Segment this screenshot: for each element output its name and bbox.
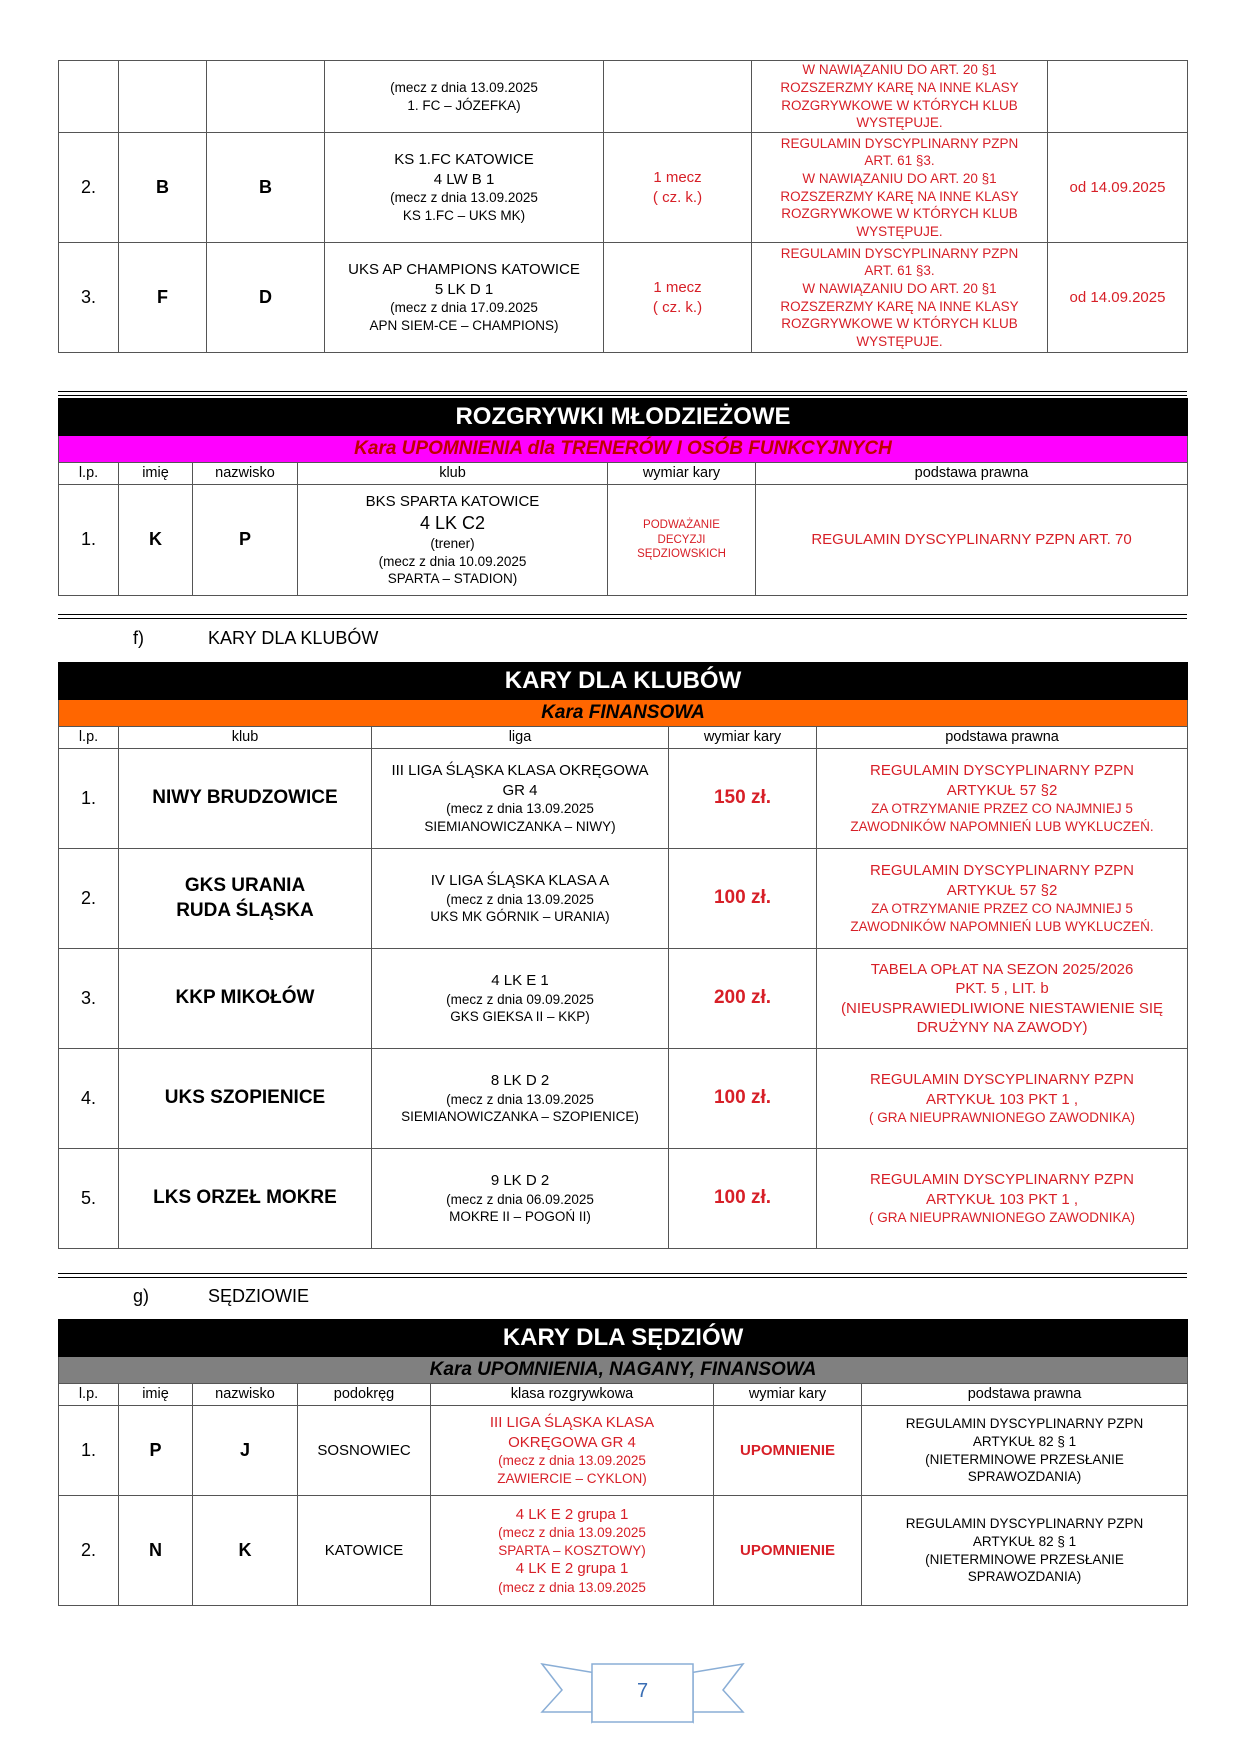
kwota-cell: 200 zł. bbox=[669, 949, 817, 1049]
liga-cell-line: (mecz z dnia 06.09.2025 bbox=[446, 1191, 594, 1207]
podstawa-cell bbox=[817, 949, 1188, 1049]
liga-cell-line: (mecz z dnia 13.09.2025 bbox=[446, 891, 594, 907]
clubs-title: KARY DLA KLUBÓW bbox=[59, 663, 1188, 700]
podstawa-cell-line: ZA OTRZYMANIE PRZEZ CO NAJMNIEJ 5 bbox=[871, 901, 1133, 917]
klub-cell-line: LKS ORZEŁ MOKRE bbox=[153, 1187, 337, 1209]
klub-cell-line: 4 LW B 1 bbox=[433, 170, 495, 188]
youth-table bbox=[58, 398, 1188, 596]
podstawa-cell-line: ARTYKUŁ 103 PKT 1 , bbox=[926, 1190, 1079, 1208]
column-header: nazwisko bbox=[193, 1384, 298, 1406]
table-row bbox=[59, 61, 1188, 133]
nazwisko-cell: B bbox=[207, 133, 325, 243]
nazwisko-cell: P bbox=[193, 485, 298, 596]
section-f-label: KARY DLA KLUBÓW bbox=[208, 628, 379, 648]
lp-cell: 5. bbox=[59, 1149, 119, 1249]
youth-title: ROZGRYWKI MŁODZIEŻOWE bbox=[59, 399, 1188, 436]
podstawa-cell-line: ZAWODNIKÓW NAPOMNIEŃ LUB WYKLUCZEŃ. bbox=[850, 919, 1154, 934]
podstawa-cell-line: REGULAMIN DYSCYPLINARNY PZPN bbox=[780, 245, 1019, 261]
table-row bbox=[59, 1149, 1188, 1249]
kwota-cell: 100 zł. bbox=[669, 1049, 817, 1149]
liga-cell bbox=[372, 1149, 669, 1249]
liga-cell-line: 8 LK D 2 bbox=[490, 1072, 550, 1090]
podstawa-cell-line: REGULAMIN DYSCYPLINARNY PZPN bbox=[870, 862, 1134, 880]
klasa-cell bbox=[431, 1496, 714, 1606]
podstawa-cell-line: WYSTĘPUJE. bbox=[856, 333, 943, 349]
top-penalties-table bbox=[58, 60, 1188, 353]
liga-cell-line: (mecz z dnia 13.09.2025 bbox=[446, 801, 594, 817]
klasa-line: ZAWIERCIE – CYKLON) bbox=[497, 1471, 647, 1486]
wymiar-cell-line: 1 mecz bbox=[653, 279, 702, 296]
podstawa-cell bbox=[817, 749, 1188, 849]
podstawa-cell bbox=[862, 1496, 1188, 1606]
table-row bbox=[59, 849, 1188, 949]
clubs-subtitle: Kara FINANSOWA bbox=[59, 700, 1188, 727]
column-header: l.p. bbox=[59, 1384, 119, 1406]
liga-cell-line: (mecz z dnia 13.09.2025 bbox=[446, 1091, 594, 1107]
podstawa-cell bbox=[817, 849, 1188, 949]
column-header: klub bbox=[298, 463, 608, 485]
lp-cell bbox=[59, 61, 119, 133]
podstawa-cell-line: ART. 61 §3. bbox=[864, 153, 935, 169]
page-number: 7 bbox=[636, 1680, 649, 1702]
podstawa-cell-line: ARTYKUŁ 57 §2 bbox=[946, 781, 1058, 799]
column-header: imię bbox=[119, 463, 193, 485]
lp-cell: 1. bbox=[59, 485, 119, 596]
klub-cell bbox=[119, 749, 372, 849]
lp-cell: 1. bbox=[59, 749, 119, 849]
klasa-line: III LIGA ŚLĄSKA KLASA bbox=[489, 1414, 655, 1432]
klub-cell-line: GKS URANIA bbox=[184, 874, 306, 896]
lp-cell: 2. bbox=[59, 849, 119, 949]
klub-cell bbox=[119, 1149, 372, 1249]
podstawa-cell-line: ARTYKUŁ 82 § 1 bbox=[972, 1533, 1077, 1549]
klasa-cell bbox=[431, 1406, 714, 1496]
podstawa-cell-line: W NAWIĄZANIU DO ART. 20 §1 bbox=[802, 170, 997, 186]
imie-cell: N bbox=[119, 1496, 193, 1606]
wymiar-cell: UPOMNIENIE bbox=[714, 1496, 862, 1606]
lp-cell: 4. bbox=[59, 1049, 119, 1149]
imie-cell: B bbox=[119, 133, 207, 243]
liga-cell-line: IV LIGA ŚLĄSKA KLASA A bbox=[430, 872, 610, 890]
page-number-ribbon bbox=[540, 1660, 745, 1726]
klasa-line: (mecz z dnia 13.09.2025 bbox=[498, 1525, 646, 1541]
klub-cell-line: (trener) bbox=[430, 536, 475, 552]
klub-cell-line: UKS SZOPIENICE bbox=[164, 1087, 326, 1109]
podokreg-cell: KATOWICE bbox=[298, 1496, 431, 1606]
klasa-line: 4 LK E 2 grupa 1 bbox=[515, 1505, 629, 1523]
liga-cell-line: III LIGA ŚLĄSKA KLASA OKRĘGOWA bbox=[391, 762, 649, 780]
podstawa-cell bbox=[752, 243, 1048, 353]
podstawa-cell-line: REGULAMIN DYSCYPLINARNY PZPN bbox=[870, 1071, 1134, 1089]
wymiar-cell-line: ( cz. k.) bbox=[652, 298, 703, 316]
klub-cell-line: (mecz z dnia 10.09.2025 bbox=[378, 553, 527, 569]
referees-table bbox=[58, 1319, 1188, 1606]
lp-cell: 2. bbox=[59, 1496, 119, 1606]
podstawa-cell-line: (NIEUSPRAWIEDLIWIONE NIESTAWIENIE SIĘ bbox=[841, 999, 1164, 1017]
od-cell: od 14.09.2025 bbox=[1048, 243, 1188, 353]
column-header: podokręg bbox=[298, 1384, 431, 1406]
podstawa-cell-line: W NAWIĄZANIU DO ART. 20 §1 bbox=[802, 280, 997, 296]
podstawa-cell-line: ROZGRYWKOWE W KTÓRYCH KLUB bbox=[781, 206, 1018, 222]
wymiar-cell-line: SĘDZIOWSKICH bbox=[637, 548, 726, 561]
podstawa-cell-line: REGULAMIN DYSCYPLINARNY PZPN bbox=[870, 762, 1134, 780]
lp-cell: 1. bbox=[59, 1406, 119, 1496]
klub-cell bbox=[325, 133, 604, 243]
column-header: imię bbox=[119, 1384, 193, 1406]
od-cell: od 14.09.2025 bbox=[1048, 133, 1188, 243]
klub-cell-line: RUDA ŚLĄSKA bbox=[176, 899, 314, 921]
liga-cell bbox=[372, 749, 669, 849]
divider bbox=[58, 391, 1187, 396]
lp-cell: 2. bbox=[59, 133, 119, 243]
wymiar-cell bbox=[604, 243, 752, 353]
nazwisko-cell: J bbox=[193, 1406, 298, 1496]
liga-cell-line: SIEMIANOWICZANKA – NIWY) bbox=[424, 819, 616, 834]
od-cell bbox=[1048, 61, 1188, 133]
wymiar-cell-line: ( cz. k.) bbox=[652, 188, 703, 206]
klasa-line: OKRĘGOWA GR 4 bbox=[508, 1433, 636, 1451]
klub-cell-line: KKP MIKOŁÓW bbox=[175, 987, 315, 1009]
column-header: klasa rozgrywkowa bbox=[431, 1384, 714, 1406]
klasa-line: (mecz z dnia 13.09.2025 bbox=[498, 1579, 646, 1595]
table-row bbox=[59, 1049, 1188, 1149]
table-row bbox=[59, 485, 1188, 596]
klub-cell-line: (mecz z dnia 17.09.2025 bbox=[390, 300, 538, 316]
clubs-table bbox=[58, 662, 1188, 1249]
klub-cell-line: KS 1.FC – UKS MK) bbox=[402, 208, 526, 223]
klub-cell bbox=[119, 1049, 372, 1149]
klasa-line: (mecz z dnia 13.09.2025 bbox=[498, 1453, 646, 1469]
table-row bbox=[59, 949, 1188, 1049]
klub-cell-line: UKS AP CHAMPIONS KATOWICE bbox=[348, 261, 580, 279]
liga-cell-line: SIEMIANOWICZANKA – SZOPIENICE) bbox=[401, 1109, 639, 1125]
wymiar-cell bbox=[608, 485, 756, 596]
wymiar-cell: UPOMNIENIE bbox=[714, 1406, 862, 1496]
kwota-cell: 150 zł. bbox=[669, 749, 817, 849]
column-header: l.p. bbox=[59, 727, 119, 749]
liga-cell-line: 4 LK E 1 bbox=[491, 972, 549, 990]
lp-cell: 3. bbox=[59, 949, 119, 1049]
column-header: l.p. bbox=[59, 463, 119, 485]
klasa-line: 4 LK E 2 grupa 1 bbox=[515, 1560, 629, 1578]
table-row bbox=[59, 749, 1188, 849]
liga-cell bbox=[372, 849, 669, 949]
klasa-line: SPARTA – KOSZTOWY) bbox=[498, 1542, 646, 1558]
wymiar-cell-line: PODWAŻANIE bbox=[643, 518, 720, 531]
klub-cell bbox=[119, 849, 372, 949]
nazwisko-cell bbox=[207, 61, 325, 133]
podstawa-cell-line: ARTYKUŁ 82 § 1 bbox=[972, 1433, 1077, 1449]
klub-cell-line: BKS SPARTA KATOWICE bbox=[365, 493, 540, 511]
section-g-letter: g) bbox=[133, 1286, 150, 1306]
kwota-cell: 100 zł. bbox=[669, 1149, 817, 1249]
podstawa-cell-line: WYSTĘPUJE. bbox=[856, 223, 943, 239]
klub-cell bbox=[325, 61, 604, 133]
klub-cell-line: 4 LK C2 bbox=[419, 512, 486, 533]
podstawa-cell-line: ROZGRYWKOWE W KTÓRYCH KLUB bbox=[781, 316, 1018, 332]
wymiar-cell bbox=[604, 61, 752, 133]
podstawa-cell-line: ZA OTRZYMANIE PRZEZ CO NAJMNIEJ 5 bbox=[871, 801, 1133, 817]
klub-cell-line: SPARTA – STADION) bbox=[387, 571, 518, 587]
referees-subtitle: Kara UPOMNIENIA, NAGANY, FINANSOWA bbox=[59, 1357, 1188, 1384]
klub-cell-line: (mecz z dnia 13.09.2025 bbox=[390, 79, 538, 95]
klub-cell-line: 5 LK D 1 bbox=[434, 280, 494, 298]
youth-subtitle: Kara UPOMNIENIA dla TRENERÓW I OSÓB FUNKCYJNYCH bbox=[59, 436, 1188, 463]
podstawa-cell-line: REGULAMIN DYSCYPLINARNY PZPN bbox=[870, 1171, 1134, 1189]
klub-cell-line: KS 1.FC KATOWICE bbox=[394, 151, 534, 169]
podstawa-cell-line: ARTYKUŁ 57 §2 bbox=[946, 881, 1058, 899]
imie-cell: F bbox=[119, 243, 207, 353]
podstawa-cell-line: (NIETERMINOWE PRZESŁANIE bbox=[925, 1451, 1124, 1467]
podstawa-cell bbox=[817, 1149, 1188, 1249]
podstawa-cell-line: ZAWODNIKÓW NAPOMNIEŃ LUB WYKLUCZEŃ. bbox=[850, 819, 1154, 834]
podstawa-cell-line: ( GRA NIEUPRAWNIONEGO ZAWODNIKA) bbox=[869, 1110, 1136, 1126]
podstawa-cell-line: ROZSZERZMY KARĘ NA INNE KLASY bbox=[780, 188, 1019, 204]
section-g-label: SĘDZIOWIE bbox=[208, 1286, 310, 1306]
podstawa-cell-line: ARTYKUŁ 103 PKT 1 , bbox=[926, 1090, 1079, 1108]
imie-cell: P bbox=[119, 1406, 193, 1496]
podstawa-cell-line: REGULAMIN DYSCYPLINARNY PZPN bbox=[905, 1516, 1144, 1532]
podstawa-cell bbox=[862, 1406, 1188, 1496]
klub-cell bbox=[298, 485, 608, 596]
divider bbox=[58, 614, 1187, 619]
column-header: wymiar kary bbox=[714, 1384, 862, 1406]
column-header: podstawa prawna bbox=[756, 463, 1188, 485]
table-row bbox=[59, 243, 1188, 353]
podstawa-cell-line: WYSTĘPUJE. bbox=[856, 115, 943, 131]
column-header: wymiar kary bbox=[669, 727, 817, 749]
klub-cell-line: APN SIEM-CE – CHAMPIONS) bbox=[369, 318, 559, 333]
podstawa-cell-line: W NAWIĄZANIU DO ART. 20 §1 bbox=[802, 62, 997, 78]
podstawa-cell: REGULAMIN DYSCYPLINARNY PZPN ART. 70 bbox=[756, 485, 1188, 596]
section-f-letter: f) bbox=[133, 628, 144, 648]
podstawa-cell-line: PKT. 5 , LIT. b bbox=[955, 980, 1049, 997]
podstawa-cell-line: TABELA OPŁAT NA SEZON 2025/2026 bbox=[870, 960, 1134, 978]
podstawa-cell-line: ROZSZERZMY KARĘ NA INNE KLASY bbox=[780, 298, 1019, 314]
liga-cell-line: (mecz z dnia 09.09.2025 bbox=[446, 991, 594, 1007]
podstawa-cell-line: (NIETERMINOWE PRZESŁANIE bbox=[925, 1551, 1124, 1567]
podstawa-cell-line: ART. 61 §3. bbox=[864, 263, 935, 279]
imie-cell bbox=[119, 61, 207, 133]
referees-title: KARY DLA SĘDZIÓW bbox=[59, 1320, 1188, 1357]
column-header: klub bbox=[119, 727, 372, 749]
podstawa-cell-line: ROZSZERZMY KARĘ NA INNE KLASY bbox=[780, 79, 1019, 95]
table-row bbox=[59, 1496, 1188, 1606]
kwota-cell: 100 zł. bbox=[669, 849, 817, 949]
liga-cell-line: UKS MK GÓRNIK – URANIA) bbox=[430, 909, 610, 925]
podstawa-cell-line: DRUŻYNY NA ZAWODY) bbox=[916, 1019, 1088, 1036]
column-header: liga bbox=[372, 727, 669, 749]
klub-cell bbox=[119, 949, 372, 1049]
imie-cell: K bbox=[119, 485, 193, 596]
podstawa-cell-line: REGULAMIN DYSCYPLINARNY PZPN bbox=[780, 135, 1019, 151]
liga-cell-line: GKS GIEKSA II – KKP) bbox=[450, 1009, 590, 1025]
table-row bbox=[59, 1406, 1188, 1496]
lp-cell: 3. bbox=[59, 243, 119, 353]
liga-cell bbox=[372, 949, 669, 1049]
podstawa-cell bbox=[817, 1049, 1188, 1149]
nazwisko-cell: D bbox=[207, 243, 325, 353]
liga-cell-line: 9 LK D 2 bbox=[490, 1172, 550, 1190]
liga-cell bbox=[372, 1049, 669, 1149]
liga-cell-line: GR 4 bbox=[502, 781, 538, 799]
podstawa-cell-line: ( GRA NIEUPRAWNIONEGO ZAWODNIKA) bbox=[869, 1210, 1136, 1226]
nazwisko-cell: K bbox=[193, 1496, 298, 1606]
podstawa-cell-line: REGULAMIN DYSCYPLINARNY PZPN bbox=[905, 1416, 1144, 1432]
podstawa-cell-line: SPRAWOZDANIA) bbox=[967, 1469, 1082, 1485]
podokreg-cell: SOSNOWIEC bbox=[298, 1406, 431, 1496]
divider bbox=[58, 1273, 1187, 1278]
column-header: podstawa prawna bbox=[817, 727, 1188, 749]
column-header: nazwisko bbox=[193, 463, 298, 485]
klub-cell bbox=[325, 243, 604, 353]
table-row bbox=[59, 133, 1188, 243]
podstawa-cell bbox=[752, 133, 1048, 243]
podstawa-cell bbox=[752, 61, 1048, 133]
wymiar-cell bbox=[604, 133, 752, 243]
klub-cell-line: (mecz z dnia 13.09.2025 bbox=[390, 190, 538, 206]
klub-cell-line: NIWY BRUDZOWICE bbox=[152, 787, 338, 809]
wymiar-cell-line: DECYZJI bbox=[657, 533, 706, 546]
podstawa-cell-line: ROZGRYWKOWE W KTÓRYCH KLUB bbox=[781, 97, 1018, 113]
podstawa-cell-line: SPRAWOZDANIA) bbox=[967, 1569, 1082, 1585]
wymiar-cell-line: 1 mecz bbox=[653, 169, 702, 186]
column-header: podstawa prawna bbox=[862, 1384, 1188, 1406]
liga-cell-line: MOKRE II – POGOŃ II) bbox=[449, 1209, 591, 1225]
klub-cell-line: 1. FC – JÓZEFKA) bbox=[407, 97, 521, 113]
column-header: wymiar kary bbox=[608, 463, 756, 485]
